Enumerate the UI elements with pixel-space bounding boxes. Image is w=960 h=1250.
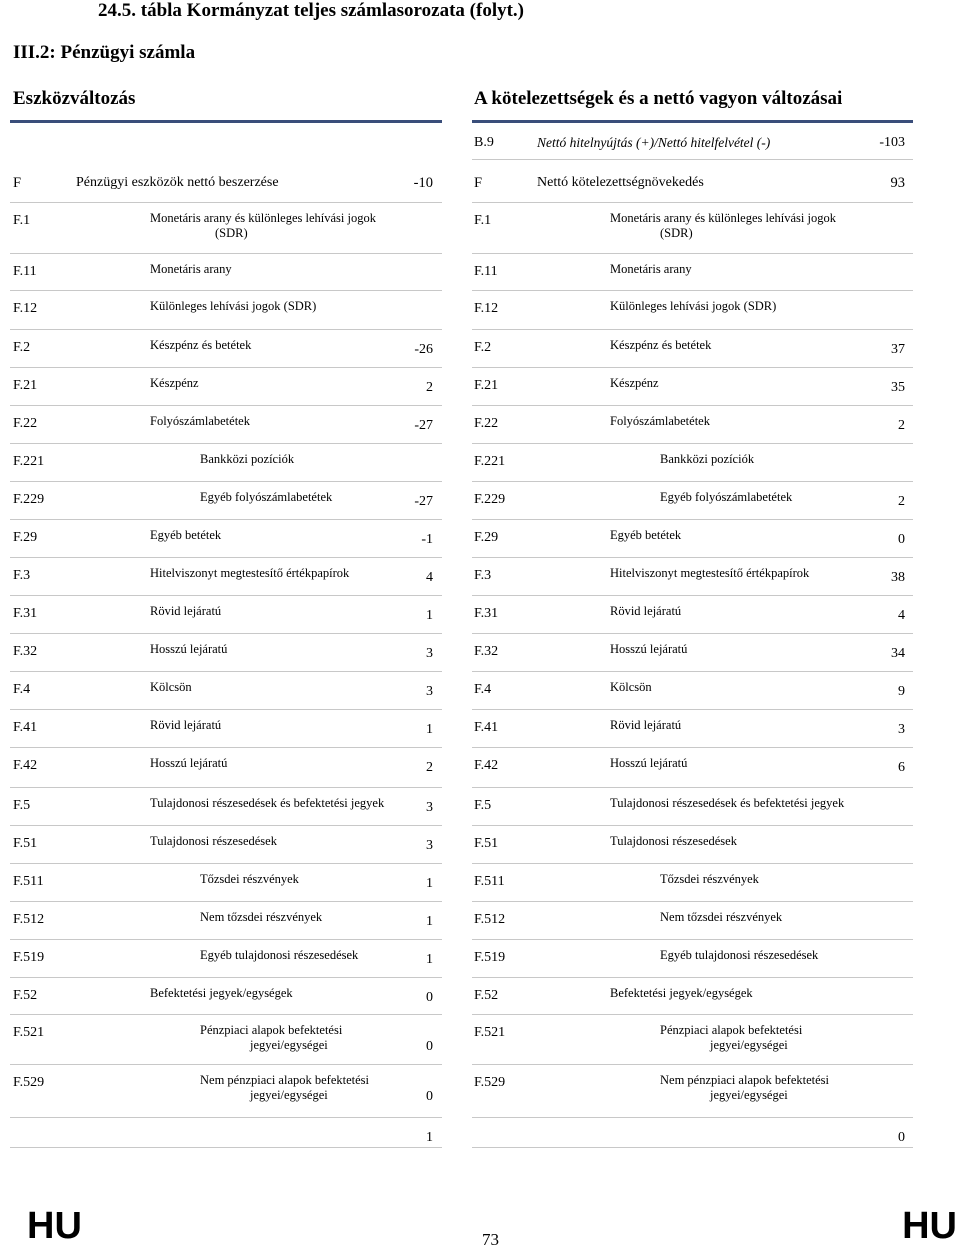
left-code: F.32 [13,644,38,659]
left-label: Bankközi pozíciók [200,452,295,466]
row-divider [472,290,913,291]
row-divider [472,633,913,634]
right-label: Nem pénzpiaci alapok befektetési [660,1073,830,1087]
left-label: Rövid lejáratú [150,604,222,618]
left-code: F.1 [13,213,31,228]
left-code: F.4 [13,682,31,697]
left-label: Egyéb tulajdonosi részesedések [200,948,359,962]
left-value: 1 [426,722,433,737]
row-divider [472,405,913,406]
left-label: Hosszú lejáratú [150,642,228,656]
right-value: 2 [898,494,905,509]
left-code: F.512 [13,912,45,927]
left-code: F.21 [13,378,38,393]
left-value: 2 [426,760,433,775]
footer-country-right: HU [902,1205,957,1247]
right-code: F.3 [474,568,492,583]
right-value: 0 [898,1130,905,1145]
right-value: 2 [898,418,905,433]
left-value: 0 [426,990,433,1005]
b9-value: -103 [879,135,905,150]
left-code: F.41 [13,720,38,735]
right-code: F.529 [474,1075,506,1090]
row-divider [10,443,442,444]
row-divider [472,709,913,710]
row-divider [10,747,442,748]
right-code: F.52 [474,988,499,1003]
right-label-line2: jegyei/egységei [710,1038,788,1052]
right-value: 38 [891,570,905,585]
left-label: Nem pénzpiaci alapok befektetési [200,1073,370,1087]
row-divider [472,329,913,330]
row-divider [10,825,442,826]
left-code: F.229 [13,492,45,507]
row-divider [10,253,442,254]
right-label: Monetáris arany [610,262,692,276]
left-value: -27 [414,418,433,433]
left-value: 4 [426,570,433,585]
left-value: 1 [426,914,433,929]
left-value: -1 [421,532,433,547]
left-label: Tulajdonosi részesedések [150,834,277,848]
row-divider [472,443,913,444]
right-label: Különleges lehívási jogok (SDR) [610,299,777,313]
row-divider [472,367,913,368]
row-divider [472,825,913,826]
left-value: 0 [426,1039,433,1054]
footer-country-left: HU [27,1205,82,1247]
left-value: 0 [426,1089,433,1104]
left-value: -27 [414,494,433,509]
left-code: F.52 [13,988,38,1003]
right-code: F.5 [474,798,492,813]
left-value: 3 [426,800,433,815]
left-value: 1 [426,1130,433,1145]
left-code: F.521 [13,1025,45,1040]
row-divider [10,329,442,330]
right-label-line2: jegyei/egységei [710,1088,788,1102]
row-divider [472,202,913,203]
row-divider [472,1117,913,1118]
right-label: Egyéb folyószámlabetétek [660,490,793,504]
row-divider [472,901,913,902]
right-code: F.21 [474,378,499,393]
right-value: 93 [890,175,905,191]
right-code: F.29 [474,530,499,545]
left-value: 1 [426,952,433,967]
right-label: Nem tőzsdei részvények [660,910,783,924]
right-label: Hitelviszonyt megtestesítő értékpapírok [610,566,810,580]
right-label: Rövid lejáratú [610,718,682,732]
left-label: Nem tőzsdei részvények [200,910,323,924]
left-label-line2: jegyei/egységei [250,1088,328,1102]
right-heading-rule [472,120,913,123]
b9-label: Nettó hitelnyújtás (+)/Nettó hitelfelvétel (-) [537,135,771,150]
right-value: 0 [898,532,905,547]
left-column-heading: Eszközváltozás [13,88,136,109]
right-value: 37 [891,342,905,357]
left-code: F.519 [13,950,45,965]
right-code: F.512 [474,912,506,927]
row-divider [472,863,913,864]
right-label: Bankközi pozíciók [660,452,755,466]
right-code: F.221 [474,454,506,469]
row-divider [472,159,913,160]
row-divider [472,1014,913,1015]
left-label: Hitelviszonyt megtestesítő értékpapírok [150,566,350,580]
left-code: F.5 [13,798,31,813]
row-divider [10,405,442,406]
right-label: Hosszú lejáratú [610,756,688,770]
row-divider [10,202,442,203]
left-code: F.42 [13,758,38,773]
row-divider [10,863,442,864]
right-label: Nettó kötelezettségnövekedés [537,175,704,190]
right-code: F.229 [474,492,506,507]
left-label: Készpénz [150,376,199,390]
left-value: 3 [426,646,433,661]
left-label: Folyószámlabetétek [150,414,250,428]
right-code: F.519 [474,950,506,965]
right-value: 3 [898,722,905,737]
left-label: Rövid lejáratú [150,718,222,732]
right-code: F.22 [474,416,499,431]
right-code: F.31 [474,606,499,621]
left-code: F.511 [13,874,44,889]
page-subtitle: III.2: Pénzügyi számla [13,42,196,63]
right-label: Tulajdonosi részesedések [610,834,737,848]
row-divider [472,747,913,748]
left-label: Egyéb betétek [150,528,222,542]
left-label: Tőzsdei részvények [200,872,299,886]
left-code: F.22 [13,416,38,431]
right-code: F [474,175,483,191]
right-label: Kölcsön [610,680,652,694]
right-label: Folyószámlabetétek [610,414,710,428]
row-divider [10,977,442,978]
row-divider [10,1147,442,1148]
right-code: F.1 [474,213,492,228]
right-code: F.42 [474,758,499,773]
left-label: Készpénz és betétek [150,338,252,352]
left-value: 3 [426,838,433,853]
row-divider [472,253,913,254]
row-divider [10,671,442,672]
right-label: Egyéb betétek [610,528,682,542]
left-code: F.51 [13,836,38,851]
row-divider [10,901,442,902]
right-code: F.41 [474,720,499,735]
left-code: F.3 [13,568,31,583]
row-divider [10,709,442,710]
left-value: 1 [426,608,433,623]
left-heading-rule [10,120,442,123]
left-label: Monetáris arany [150,262,232,276]
right-label: Egyéb tulajdonosi részesedések [660,948,819,962]
row-divider [10,367,442,368]
row-divider [10,290,442,291]
left-code: F.11 [13,264,37,279]
left-label-line2: jegyei/egységei [250,1038,328,1052]
row-divider [10,1064,442,1065]
row-divider [10,1014,442,1015]
row-divider [10,519,442,520]
left-code: F.12 [13,301,38,316]
row-divider [472,977,913,978]
right-code: F.12 [474,301,499,316]
right-code: F.51 [474,836,499,851]
left-label: Tulajdonosi részesedések és befektetési jegyek [150,796,385,810]
left-value: 1 [426,876,433,891]
right-column-heading: A kötelezettségek és a nettó vagyon változásai [474,88,843,109]
row-divider [472,787,913,788]
right-label: Rövid lejáratú [610,604,682,618]
left-value: 2 [426,380,433,395]
right-value: 9 [898,684,905,699]
right-value: 6 [898,760,905,775]
left-label: Különleges lehívási jogok (SDR) [150,299,317,313]
row-divider [10,633,442,634]
row-divider [472,481,913,482]
right-value: 4 [898,608,905,623]
right-code: F.4 [474,682,492,697]
left-label: Pénzügyi eszközök nettó beszerzése [76,175,279,190]
right-code: F.2 [474,340,492,355]
left-label: Kölcsön [150,680,192,694]
left-code: F.2 [13,340,31,355]
row-divider [472,557,913,558]
right-label-line2: (SDR) [660,226,693,240]
row-divider [10,595,442,596]
right-label: Befektetési jegyek/egységek [610,986,753,1000]
row-divider [472,1147,913,1148]
left-label: Egyéb folyószámlabetétek [200,490,333,504]
row-divider [472,939,913,940]
left-label: Hosszú lejáratú [150,756,228,770]
left-label-line2: (SDR) [215,226,248,240]
right-value: 34 [891,646,905,661]
left-label: Pénzpiaci alapok befektetési [200,1023,343,1037]
row-divider [472,671,913,672]
left-code: F.221 [13,454,45,469]
left-value: 3 [426,684,433,699]
right-label: Tőzsdei részvények [660,872,759,886]
left-code: F.31 [13,606,38,621]
left-code: F [13,175,22,191]
right-label: Pénzpiaci alapok befektetési [660,1023,803,1037]
row-divider [10,939,442,940]
right-code: F.11 [474,264,498,279]
left-label: Befektetési jegyek/egységek [150,986,293,1000]
left-code: F.29 [13,530,38,545]
row-divider [10,557,442,558]
left-code: F.529 [13,1075,45,1090]
row-divider [472,595,913,596]
row-divider [10,481,442,482]
row-divider [10,787,442,788]
right-code: F.32 [474,644,499,659]
row-divider [472,519,913,520]
row-divider [10,1117,442,1118]
right-label: Készpénz [610,376,659,390]
page-title: 24.5. tábla Kormányzat teljes számlasorozata (folyt.) [98,0,524,21]
right-label: Monetáris arany és különleges lehívási jogok [610,211,836,225]
right-code: F.521 [474,1025,506,1040]
right-label: Tulajdonosi részesedések és befektetési jegyek [610,796,845,810]
left-value: -10 [413,175,433,191]
page-number: 73 [482,1230,499,1249]
right-label: Készpénz és betétek [610,338,712,352]
right-code: F.511 [474,874,505,889]
right-label: Hosszú lejáratú [610,642,688,656]
b9-code: B.9 [474,135,494,150]
row-divider [472,1064,913,1065]
right-value: 35 [891,380,905,395]
left-label: Monetáris arany és különleges lehívási jogok [150,211,376,225]
left-value: -26 [414,342,433,357]
